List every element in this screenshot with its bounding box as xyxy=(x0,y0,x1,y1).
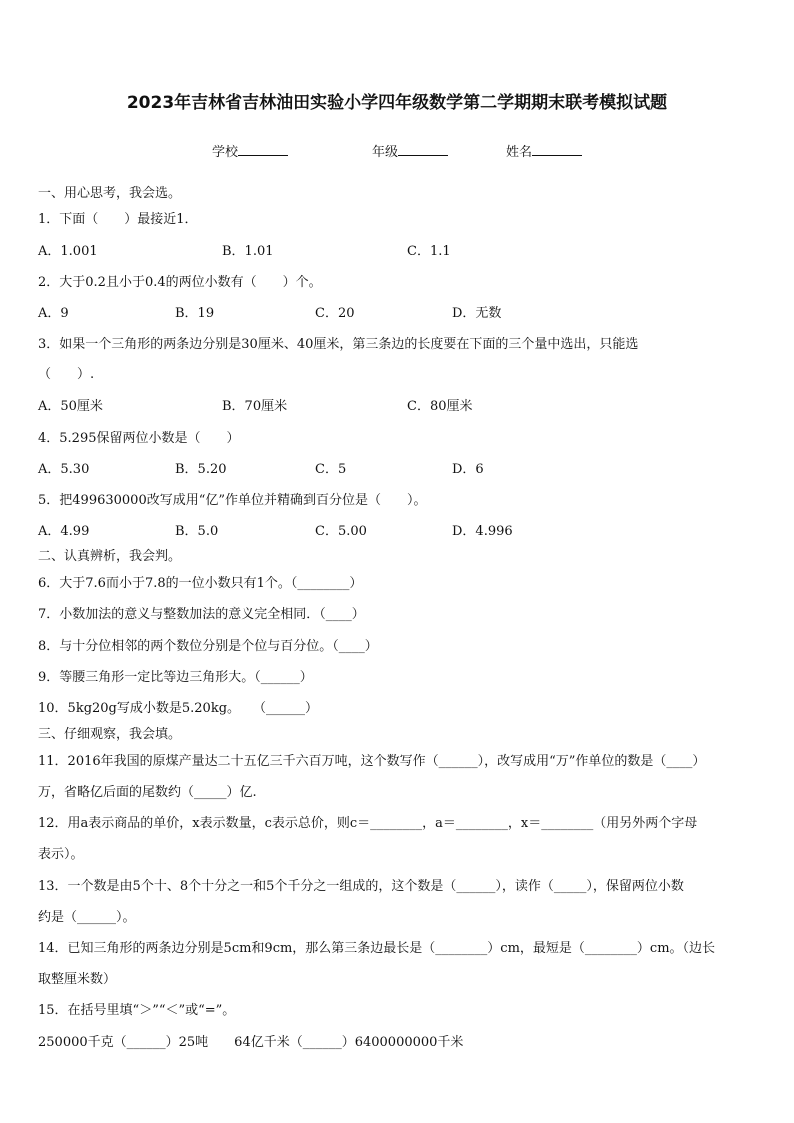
question-3-option-c: C．80厘米 xyxy=(407,399,473,414)
question-3-stem-line1: 3．如果一个三角形的两条边分别是30厘米、40厘米，第三条边的长度要在下面的三个量中选出，只能选 xyxy=(38,337,639,352)
question-8: 8．与十分位相邻的两个数位分别是个位与百分位。（____） xyxy=(38,639,378,654)
question-3-option-a: A．50厘米 xyxy=(38,399,103,414)
question-5-option-d: D．4.996 xyxy=(452,524,513,539)
question-2-option-c: C．20 xyxy=(315,306,355,321)
grade-label: 年级 xyxy=(372,145,399,160)
name-label: 姓名 xyxy=(506,145,533,160)
name-field xyxy=(506,141,582,160)
section-3-heading: 三、仔细观察，我会填。 xyxy=(38,727,182,742)
question-11-line2: 万，省略亿后面的尾数约（_____）亿. xyxy=(38,785,257,800)
question-2-option-d: D．无数 xyxy=(452,306,502,321)
question-6: 6．大于7.6而小于7.8的一位小数只有1个。（________） xyxy=(38,576,363,591)
grade-blank xyxy=(398,155,448,156)
question-4-stem: 4．5.295保留两位小数是（ ） xyxy=(38,431,240,446)
question-1-option-c: C．1.1 xyxy=(407,244,451,259)
question-4-option-a: A．5.30 xyxy=(38,462,90,477)
question-9: 9．等腰三角形一定比等边三角形大。（______） xyxy=(38,670,313,685)
page-title: 2023年吉林省吉林油田实验小学四年级数学第二学期期末联考模拟试题 xyxy=(126,93,668,113)
question-7: 7．小数加法的意义与整数加法的意义完全相同．（____） xyxy=(38,607,365,622)
question-1-option-b: B．1.01 xyxy=(222,244,274,259)
question-3-stem-line2: （ ）. xyxy=(38,367,95,382)
question-2-stem: 2．大于0.2且小于0.4的两位小数有（ ）个。 xyxy=(38,275,322,290)
question-5-option-c: C．5.00 xyxy=(315,524,367,539)
question-15-stem: 15．在括号里填“＞”“＜”或“=”。 xyxy=(38,1003,236,1018)
school-field xyxy=(212,141,288,160)
question-5-option-a: A．4.99 xyxy=(38,524,90,539)
question-5-option-b: B．5.0 xyxy=(175,524,219,539)
name-blank xyxy=(532,155,582,156)
section-2-heading: 二、认真辨析，我会判。 xyxy=(38,549,182,564)
question-10: 10．5kg20g写成小数是5.20kg。 （______） xyxy=(38,701,319,716)
question-15-line2: 250000千克（______）25吨 64亿千米（______）6400000000千米 xyxy=(38,1035,464,1050)
question-3-option-b: B．70厘米 xyxy=(222,399,288,414)
question-13-line2: 约是（______）。 xyxy=(38,910,136,925)
school-blank xyxy=(238,155,288,156)
question-11-line1: 11．2016年我国的原煤产量达二十五亿三千六百万吨，这个数写作（______），改写成用“万”作单位的数是（____） xyxy=(38,754,706,769)
question-14-line1: 14．已知三角形的两条边分别是5cm和9cm，那么第三条边最长是（________）cm，最短是（________）cm。（边长 xyxy=(38,941,716,956)
question-12-line1: 12．用a表示商品的单价，x表示数量，c表示总价，则c＝________，a＝________，x＝________（用另外两个字母 xyxy=(38,816,698,831)
question-1-stem: 1．下面（ ）最接近1． xyxy=(38,212,198,227)
question-12-line2: 表示）。 xyxy=(38,847,84,862)
question-1-option-a: A．1.001 xyxy=(38,244,98,259)
question-2-option-b: B．19 xyxy=(175,306,215,321)
section-1-heading: 一、用心思考，我会选。 xyxy=(38,186,182,201)
question-4-option-c: C．5 xyxy=(315,462,347,477)
grade-field xyxy=(372,141,448,160)
question-5-stem: 5．把499630000改写成用“亿”作单位并精确到百分位是（ ）。 xyxy=(38,493,427,508)
question-2-option-a: A．9 xyxy=(38,306,69,321)
question-13-line1: 13．一个数是由5个十、8个十分之一和5个千分之一组成的，这个数是（______），读作（_____），保留两位小数 xyxy=(38,879,684,894)
school-label: 学校 xyxy=(212,145,239,160)
question-14-line2: 取整厘米数） xyxy=(38,972,117,987)
question-4-option-b: B．5.20 xyxy=(175,462,227,477)
question-4-option-d: D．6 xyxy=(452,462,484,477)
